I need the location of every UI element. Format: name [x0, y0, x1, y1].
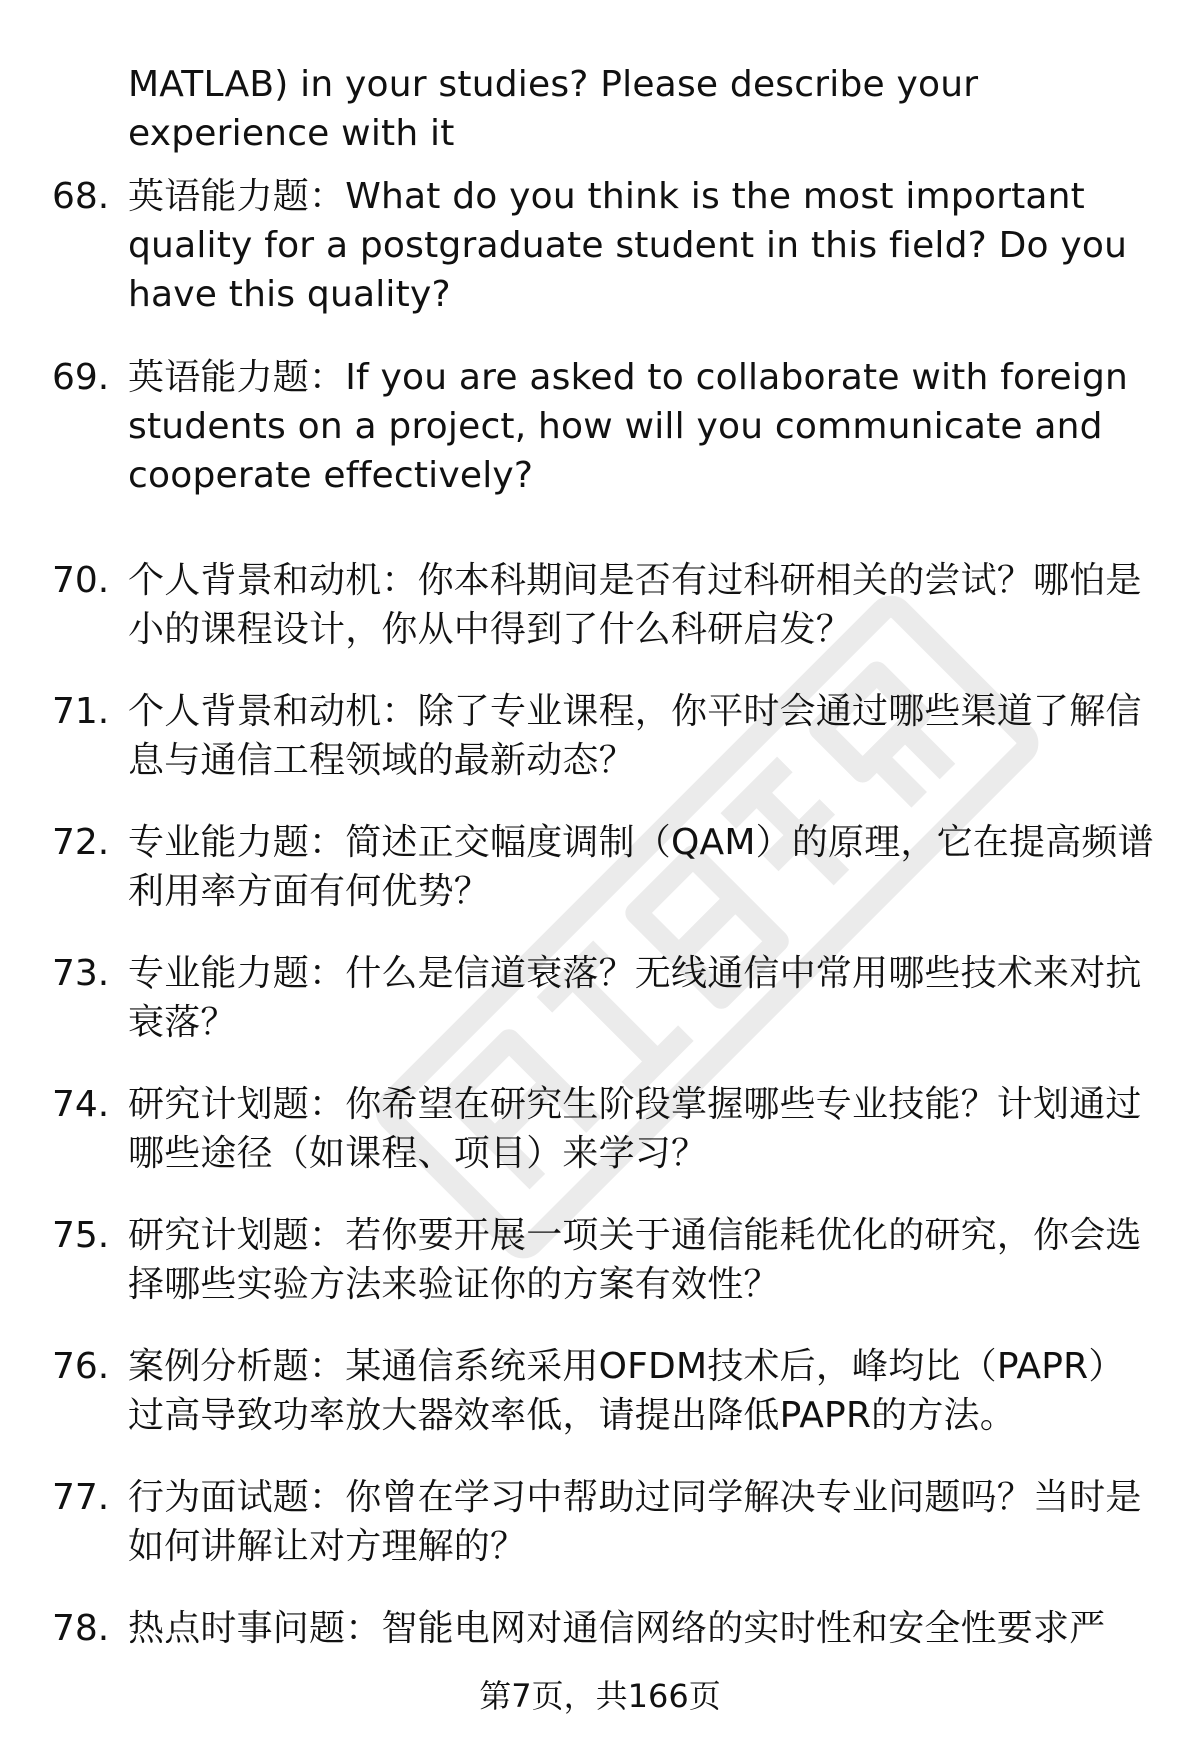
question-text: 行为面试题：你曾在学习中帮助过同学解决专业问题吗？当时是如何讲解让对方理解的？	[128, 1477, 1142, 1567]
question-number: 70.	[52, 560, 110, 601]
question-number: 69.	[52, 357, 110, 398]
question-number: 76.	[52, 1346, 110, 1387]
question-text: 个人背景和动机：你本科期间是否有过科研相关的尝试？哪怕是小的课程设计，你从中得到了什么科研启发？	[128, 560, 1142, 650]
question-text: 热点时事问题：智能电网对通信网络的实时性和安全性要求严	[128, 1608, 1106, 1649]
page-number-footer: 第7页，共166页	[479, 1677, 721, 1715]
question-number: 72.	[52, 822, 110, 863]
question-text: 英语能力题：What do you think is the most important quality for a postgraduate student in this field? Do you have this quality?	[128, 176, 1128, 315]
question-text: 专业能力题：什么是信道衰落？无线通信中常用哪些技术来对抗衰落？	[128, 953, 1142, 1043]
question-text: 案例分析题：某通信系统采用OFDM技术后，峰均比（PAPR）过高导致功率放大器效率低，请提出降低PAPR的方法。	[128, 1346, 1125, 1436]
question-text: 研究计划题：若你要开展一项关于通信能耗优化的研究，你会选择哪些实验方法来验证你的方案有效性？	[128, 1215, 1142, 1305]
question-number: 75.	[52, 1215, 110, 1256]
question-number: 74.	[52, 1084, 110, 1125]
question-number: 71.	[52, 691, 110, 732]
continued-question-text: MATLAB) in your studies? Please describe your experience with it	[128, 64, 979, 154]
question-text: 个人背景和动机：除了专业课程，你平时会通过哪些渠道了解信息与通信工程领域的最新动态？	[128, 691, 1142, 781]
question-number: 73.	[52, 953, 110, 994]
question-text: 专业能力题：简述正交幅度调制（QAM）的原理，它在提高频谱利用率方面有何优势？	[128, 822, 1154, 912]
question-text: 研究计划题：你希望在研究生阶段掌握哪些专业技能？计划通过哪些途径（如课程、项目）来学习？	[128, 1084, 1142, 1174]
question-number: 77.	[52, 1477, 110, 1518]
question-number: 78.	[52, 1608, 110, 1649]
question-number: 68.	[52, 176, 110, 217]
question-text: 英语能力题：If you are asked to collaborate with foreign students on a project, how will you communicate and cooperate effectively?	[128, 357, 1129, 496]
